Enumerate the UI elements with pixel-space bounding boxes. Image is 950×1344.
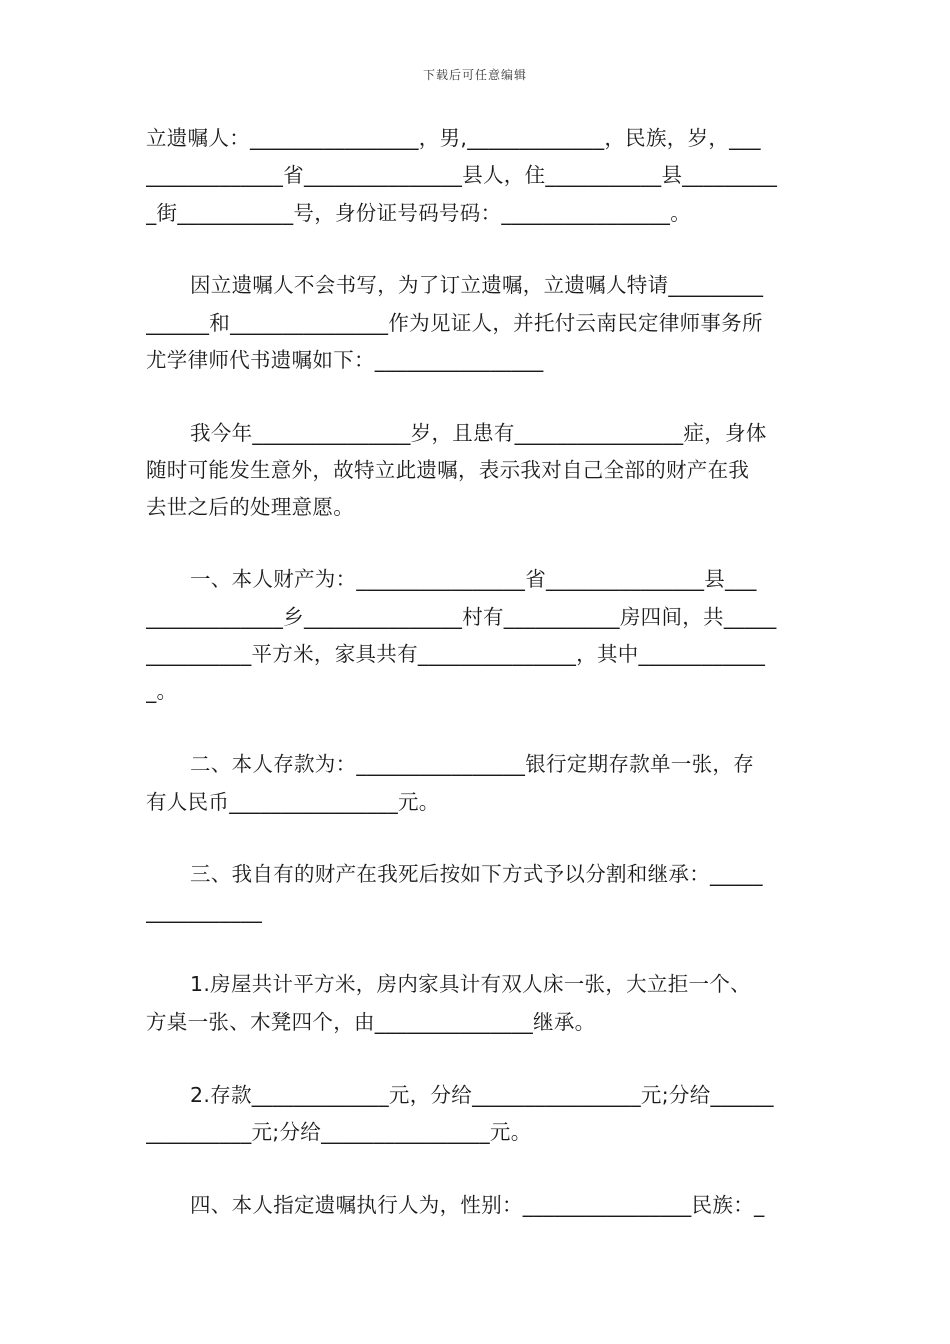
paragraph-2-line-2: ______和_______________作为见证人，并托付云南民定律师事务所 (146, 311, 763, 335)
page-header: 下载后可任意编辑 (422, 68, 527, 82)
paragraph-3-line-3: 去世之后的处理意愿。 (146, 495, 354, 519)
paragraph-4-line-2: _____________乡_______________村有___________房四间，共_____ (146, 605, 777, 629)
paragraph-3-line-1: 我今年_______________岁，且患有________________症，身体 (190, 421, 767, 445)
paragraph-4-line-4: _。 (146, 679, 178, 703)
paragraph-9-line-1: 四、本人指定遗嘱执行人为，性别：________________民族：_ (190, 1193, 765, 1217)
paragraph-1-line-1: 立遗嘱人：________________，男,_____________，民族，岁，___ (146, 126, 761, 150)
paragraph-1-line-2: _____________省_______________县人，住___________县_________ (146, 163, 778, 187)
paragraph-8-line-1: 2.存款_____________元，分给________________元;分给______ (190, 1083, 774, 1107)
paragraph-7-line-2: 方桌一张、木凳四个，由_______________继承。 (146, 1010, 596, 1034)
paragraph-3-line-2: 随时可能发生意外，故特立此遗嘱，表示我对自己全部的财产在我 (146, 458, 750, 482)
paragraph-6-line-2: ___________ (146, 899, 263, 923)
paragraph-2-line-1: 因立遗嘱人不会书写，为了订立遗嘱，立遗嘱人特请_________ (190, 273, 764, 297)
paragraph-5-line-1: 二、本人存款为：________________银行定期存款单一张，存 (190, 752, 754, 776)
paragraph-2-line-3: 尤学律师代书遗嘱如下：________________ (146, 348, 544, 372)
paragraph-8-line-2: __________元;分给________________元。 (146, 1120, 532, 1144)
paragraph-5-line-2: 有人民币________________元。 (146, 790, 440, 814)
paragraph-4-line-3: __________平方米，家具共有_______________，其中____________ (146, 642, 766, 666)
paragraph-4-line-1: 一、本人财产为：________________省_______________县___ (190, 567, 757, 591)
paragraph-6-line-1: 三、我自有的财产在我死后按如下方式予以分割和继承：_____ (190, 862, 763, 886)
paragraph-1-line-3: _街___________号，身份证号码号码：________________。 (146, 201, 691, 225)
paragraph-7-line-1: 1.房屋共计平方米，房内家具计有双人床一张，大立拒一个、 (190, 972, 751, 996)
